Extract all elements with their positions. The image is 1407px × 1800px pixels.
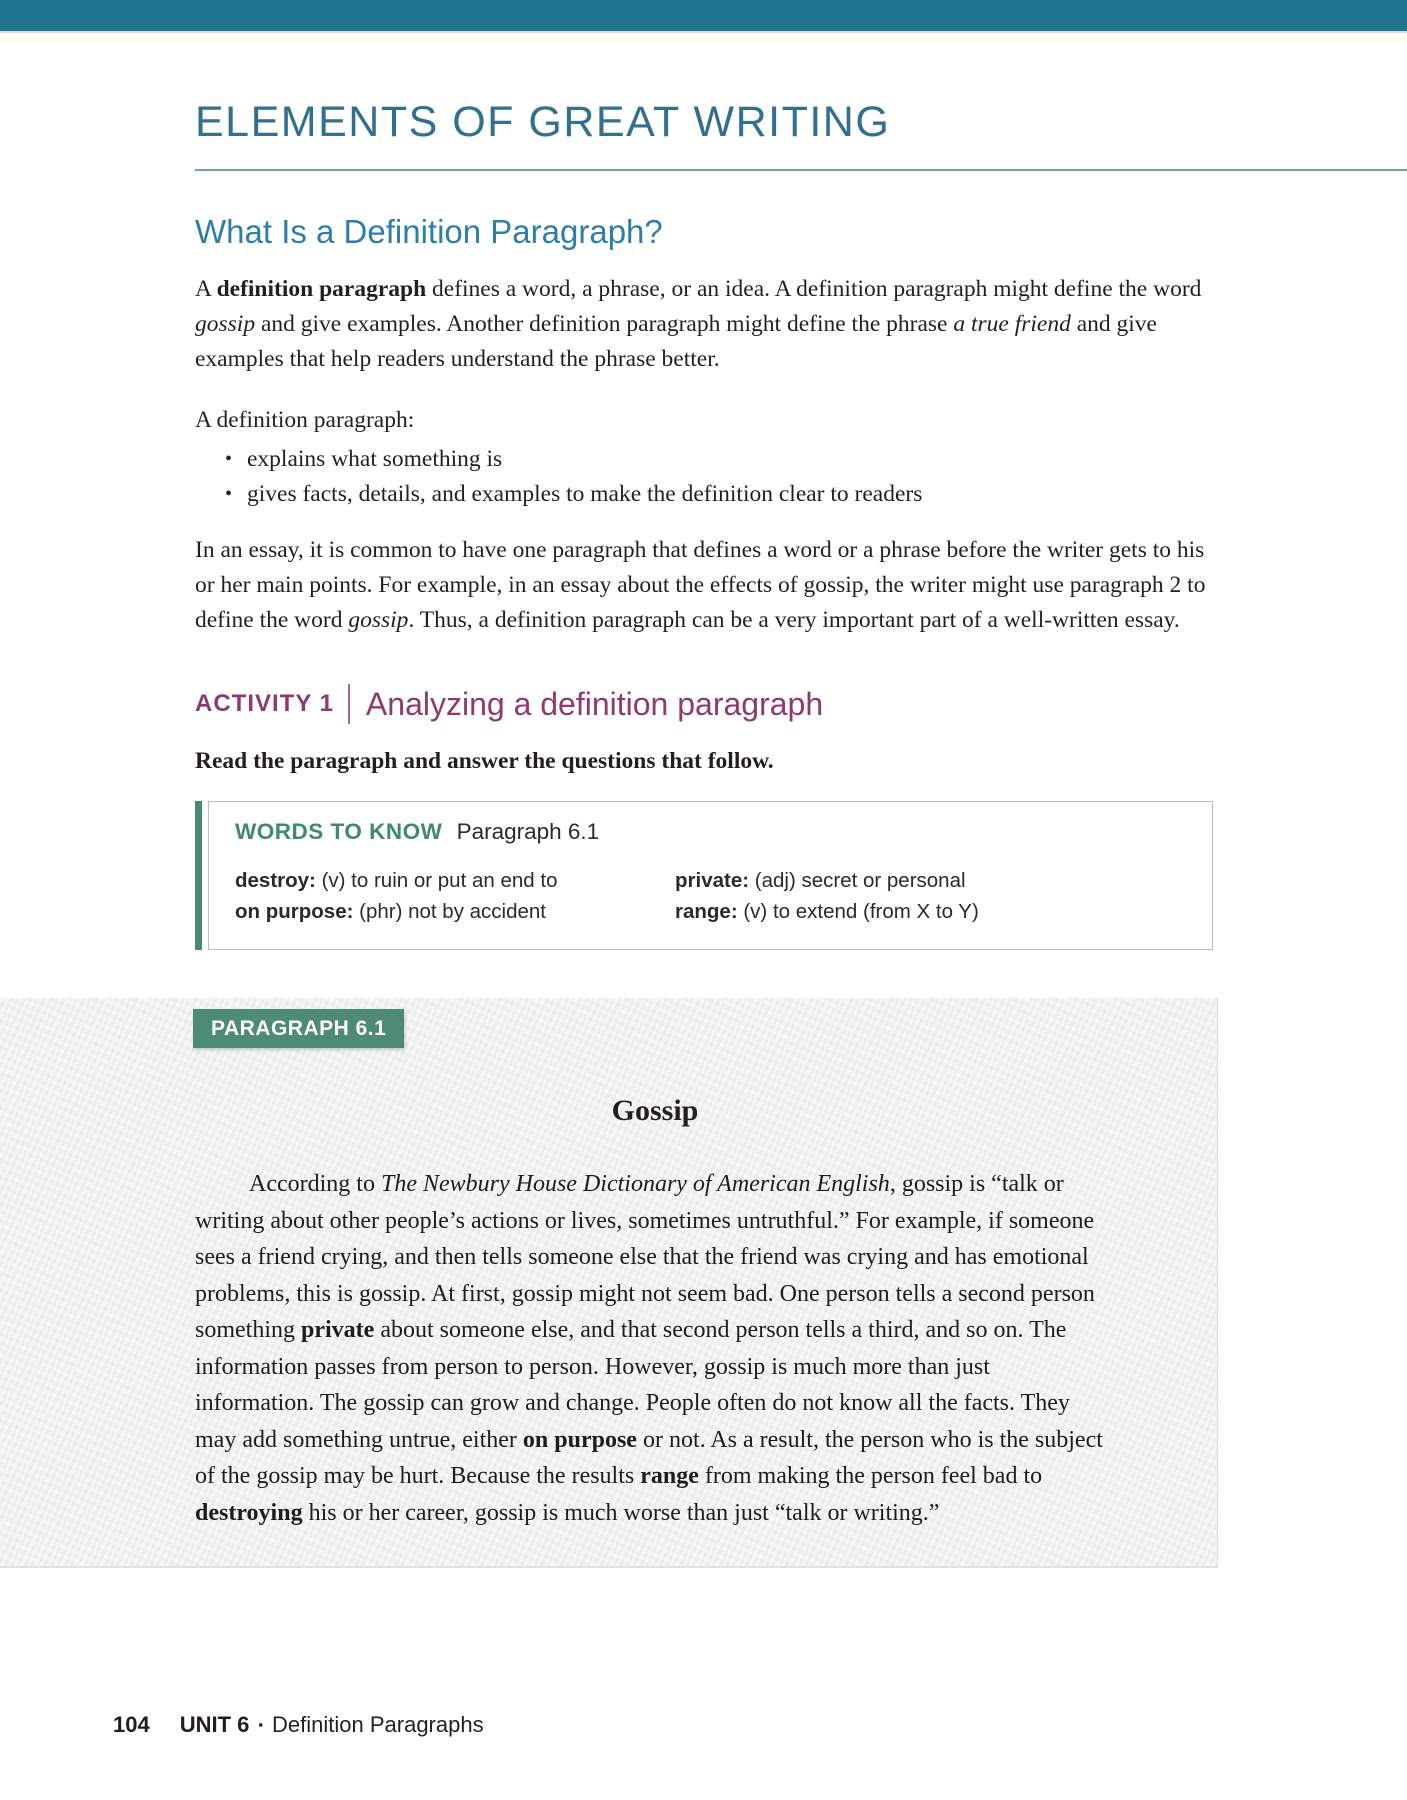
paragraph-title: Gossip [611, 1094, 699, 1127]
intro-paragraph [195, 272, 1210, 377]
text-segment: and give examples. Another definition paragraph might define the phrase [255, 311, 954, 337]
text-segment: private [301, 1317, 375, 1343]
words-to-know-title: WORDS TO KNOW [235, 819, 443, 844]
words-to-know-panel [208, 801, 1213, 950]
text-segment: his or her career, gossip is much worse than just “talk or writing.” [302, 1499, 940, 1526]
page-number: 104 [113, 1712, 150, 1737]
bullet-item: • explains what something is [195, 442, 1210, 477]
paragraph-6-1-label: PARAGRAPH 6.1 [193, 1009, 404, 1048]
essay-paragraph [195, 533, 1210, 638]
words-to-know-definitions [235, 865, 1186, 927]
activity-separator [348, 684, 350, 724]
text-segment: , gossip is “talk or writing about other people’s actions or lives, sometimes untruthful.” For example, if someone sees a friend crying, and then tells someone else that the friend was crying and has emotional problems, this is gossip. At first, gossip might not seem bad. One person tells a second person something [195, 1171, 1095, 1343]
definition-text: (v) to extend (from X to Y) [737, 900, 979, 923]
definition-text: (v) to ruin or put an end to [315, 869, 558, 892]
text-segment: According to [249, 1171, 381, 1197]
footer-square-bullet: ▪ [258, 1717, 264, 1732]
title-rule [195, 169, 1407, 171]
text-segment: range [640, 1463, 699, 1489]
text-segment: from making the person feel bad to [698, 1463, 1043, 1489]
text-segment: destroying [195, 1499, 303, 1526]
definition-item [235, 865, 675, 896]
paragraph-6-1-column [195, 1094, 1115, 1531]
text-segment: about someone else, and that second person tells a third, and so on. The information passes from person to person. However, gossip is much more than just information. The gossip can grow and change. People often do not know all the facts. They may add something untrue, either [195, 1317, 1070, 1453]
list-intro: A definition paragraph: [195, 407, 415, 433]
text-segment: or not. As a result, the person who is the subject of the gossip may be hurt. Because the results [195, 1426, 1103, 1489]
bullet-item: • gives facts, details, and examples to make the definition clear to readers [195, 477, 1210, 512]
text-segment: gossip [195, 311, 256, 337]
activity-title: Analyzing a definition paragraph [365, 685, 824, 722]
text-segment: on purpose [522, 1426, 637, 1453]
text-segment: gossip [348, 607, 409, 633]
paragraph-6-1-box [0, 998, 1218, 1568]
activity-label: ACTIVITY 1 [195, 690, 334, 717]
definition-term: on purpose: [235, 900, 354, 923]
text-segment: A [195, 276, 217, 302]
page-footer [113, 1712, 484, 1738]
top-color-bar [0, 0, 1407, 33]
definition-text: (adj) secret or personal [749, 869, 966, 892]
text-segment: . Thus, a definition paragraph can be a very important part of a well-written essay. [408, 607, 1180, 633]
text-segment: definition paragraph [216, 276, 427, 302]
paragraph-body [195, 1166, 1115, 1531]
definition-term: destroy: [235, 869, 316, 892]
top-cream-strip [0, 33, 1407, 43]
text-segment: defines a word, a phrase, or an idea. A definition paragraph might define the word [426, 276, 1202, 302]
page-content [0, 99, 1407, 950]
words-to-know-box [195, 801, 1213, 950]
text-segment: and give examples that help readers understand the phrase better. [195, 311, 1157, 372]
text-segment: a true friend [953, 311, 1071, 337]
definition-term: private: [675, 869, 750, 892]
words-to-know-header [235, 819, 1186, 845]
definition-term: range: [675, 900, 738, 923]
footer-section-label: Definition Paragraphs [272, 1712, 484, 1737]
definition-bullet-list [195, 442, 1210, 512]
definition-item [675, 865, 1186, 896]
footer-unit-label: UNIT 6 [179, 1712, 250, 1737]
words-to-know-subtitle: Paragraph 6.1 [456, 819, 600, 844]
text-segment: The Newbury House Dictionary of American English [380, 1171, 890, 1197]
section-heading: What Is a Definition Paragraph? [195, 213, 663, 250]
definition-item [675, 896, 1186, 927]
page-title: ELEMENTS OF GREAT WRITING [195, 98, 891, 146]
text-segment: In an essay, it is common to have one paragraph that defines a word or a phrase before the writer gets to his or her main points. For example, in an essay about the effects of gossip, the writer might use paragraph 2 to define the word [195, 537, 1206, 633]
activity-heading [195, 684, 1407, 724]
activity-instruction: Read the paragraph and answer the questions that follow. [195, 748, 774, 774]
definition-item [235, 896, 675, 927]
definition-text: (phr) not by accident [353, 900, 547, 923]
words-to-know-accent-bar [195, 801, 202, 950]
